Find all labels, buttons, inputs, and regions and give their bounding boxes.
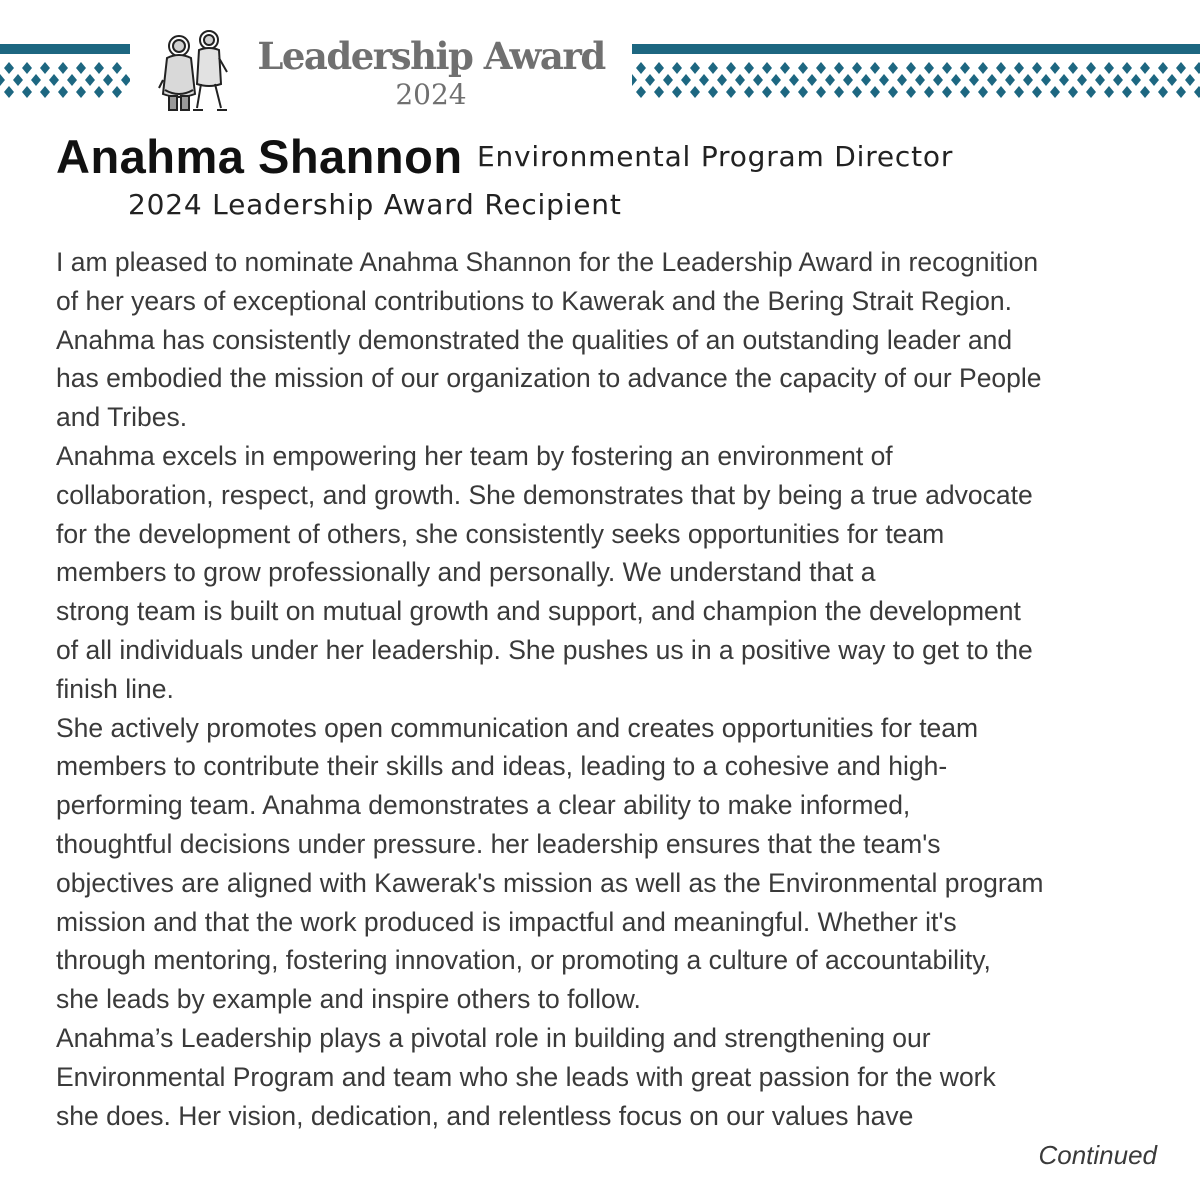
body-line: and Tribes.	[56, 402, 188, 433]
body-line: objectives are aligned with Kawerak's mission as well as the Environmental program	[56, 867, 1044, 898]
elders-walking-icon	[155, 28, 235, 116]
continued-label: Continued	[1038, 1140, 1157, 1170]
diamond-border-pattern-icon	[0, 44, 130, 104]
body-line: Environmental Program and team who she leads with great passion for the work	[56, 1061, 996, 1092]
body-line: collaboration, respect, and growth. She demonstrates that by being a true advocate	[56, 479, 1033, 510]
recipient-position: Environmental Program Director	[477, 140, 954, 173]
decorative-border-right	[632, 44, 1200, 104]
nomination-text	[56, 243, 1166, 1135]
body-line: She actively promotes open communication and creates opportunities for team	[56, 712, 979, 743]
body-line: she does. Her vision, dedication, and relentless focus on our values have	[56, 1100, 914, 1131]
body-line: of her years of exceptional contributions to Kawerak and the Bering Strait Region.	[56, 285, 1013, 316]
body-line: thoughtful decisions under pressure. her leadership ensures that the team's	[56, 828, 941, 859]
body-line: Anahma excels in empowering her team by fostering an environment of	[56, 440, 893, 471]
body-line: Anahma has consistently demonstrated the qualities of an outstanding leader and	[56, 324, 1013, 355]
body-line: members to grow professionally and personally. We understand that a	[56, 557, 876, 588]
body-line: of all individuals under her leadership. She pushes us in a positive way to get to the	[56, 634, 1033, 665]
diamond-border-pattern-icon	[632, 44, 1200, 104]
body-line: strong team is built on mutual growth and support, and champion the development	[56, 596, 1021, 627]
body-line: I am pleased to nominate Anahma Shannon for the Leadership Award in recognition	[56, 247, 1039, 277]
body-line: finish line.	[56, 673, 174, 704]
body-line: performing team. Anahma demonstrates a clear ability to make informed,	[56, 790, 911, 821]
award-title: Leadership Award	[257, 34, 605, 78]
body-line: mission and that the work produced is impactful and meaningful. Whether it's	[56, 906, 957, 937]
body-line: has embodied the mission of our organization to advance the capacity of our People	[56, 363, 1042, 394]
body-line: for the development of others, she consistently seeks opportunities for team	[56, 518, 945, 549]
recipient-name: Anahma Shannon	[56, 130, 463, 183]
body-line: she leads by example and inspire others to follow.	[56, 984, 641, 1015]
body-line: members to contribute their skills and ideas, leading to a cohesive and high-	[56, 751, 948, 782]
award-year: 2024	[395, 78, 467, 111]
body-line: Anahma’s Leadership plays a pivotal role in building and strengthening our	[56, 1022, 931, 1053]
decorative-border-left	[0, 44, 130, 104]
body-line: through mentoring, fostering innovation, or promoting a culture of accountability,	[56, 945, 991, 976]
recipient-subtitle: 2024 Leadership Award Recipient	[128, 188, 622, 221]
